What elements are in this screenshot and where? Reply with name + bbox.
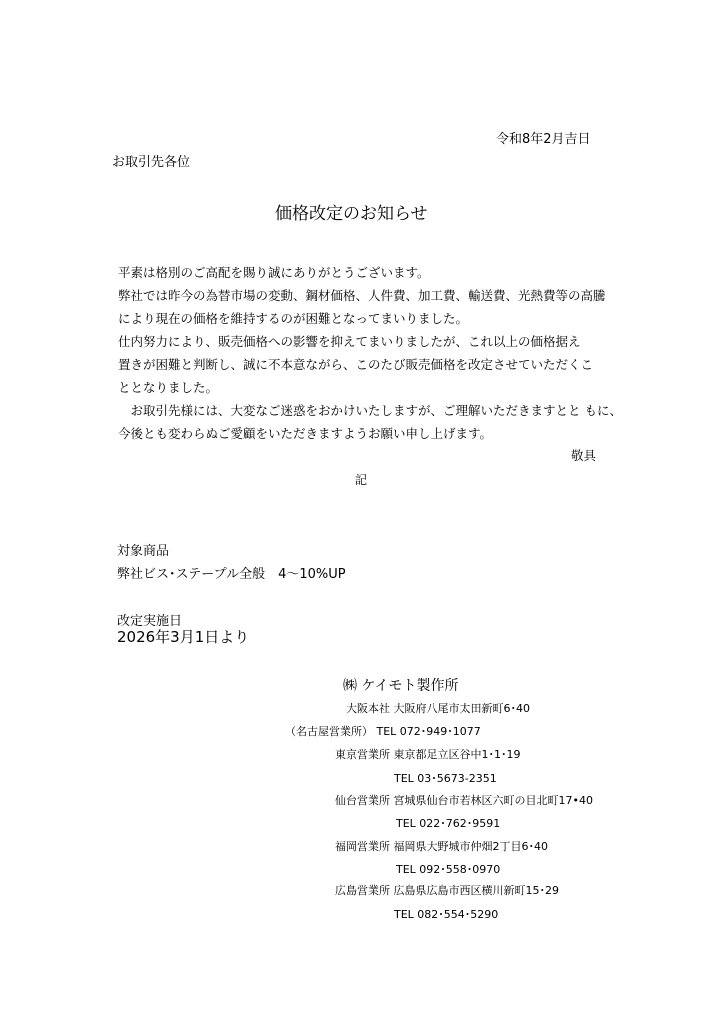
effective-date-value: 2026年3月1日より [117,628,250,646]
office-line: TEL 092･558･0970 [396,863,501,876]
office-line: TEL 082･554･5290 [394,908,499,921]
body-line: 今後とも変わらぬご愛顧をいただきますようお願い申し上げます。 [118,426,493,441]
body-line: ととなりました。 [118,380,219,395]
product-label: 対象商品 [117,544,170,559]
page-title: 価格改定のお知らせ [275,204,428,224]
office-line: TEL 022･762･9591 [396,817,501,830]
ki-marker: 記 [355,473,368,487]
office-line: （名古屋営業所） TEL 072･949･1077 [285,725,481,738]
recipient: お取引先各位 [112,155,191,170]
body-line: お取引先様には、大変なご迷惑をおかけいたしますが、ご理解いただきますとと もに、 [118,403,622,418]
office-line: TEL 03･5673-2351 [394,772,497,785]
office-line: 東京営業所 東京都足立区谷中1･1･19 [335,748,521,761]
body-line: により現在の価格を維持するのが困難となってまいりました。 [118,311,469,326]
closing-keigu: 敬具 [571,448,597,463]
product-value: 弊社ビス･ステープル全般 4～10%UP [117,567,346,582]
office-line: 広島営業所 広島県広島市西区横川新町15･29 [335,884,559,897]
office-line: 大阪本社 大阪府八尾市太田新町6･40 [346,702,530,715]
body-line: 置きが困難と判断し、誠に不本意ながら、このたび販売価格を改定させていただくこ [118,357,594,372]
office-line: 福岡営業所 福岡県大野城市仲畑2丁目6･40 [335,840,548,853]
effective-date-label: 改定実施日 [117,614,183,629]
company-name: ㈱ ケイモト製作所 [343,678,459,694]
body-line: 仕内努力により、販売価格への影響を抑えてまいりましたが、これ以上の価格据え [118,334,581,349]
document-date: 令和8年2月吉日 [496,132,591,147]
body-line: 平素は格別のご高配を賜り誠にありがとうございます。 [118,265,430,280]
office-line: 仙台営業所 宮城県仙台市若林区六町の目北町17•40 [335,794,593,807]
body-line: 弊社では昨今の為替市場の変動、鋼材価格、人件費、加工費、輸送費、光熱費等の高騰 [118,288,606,303]
